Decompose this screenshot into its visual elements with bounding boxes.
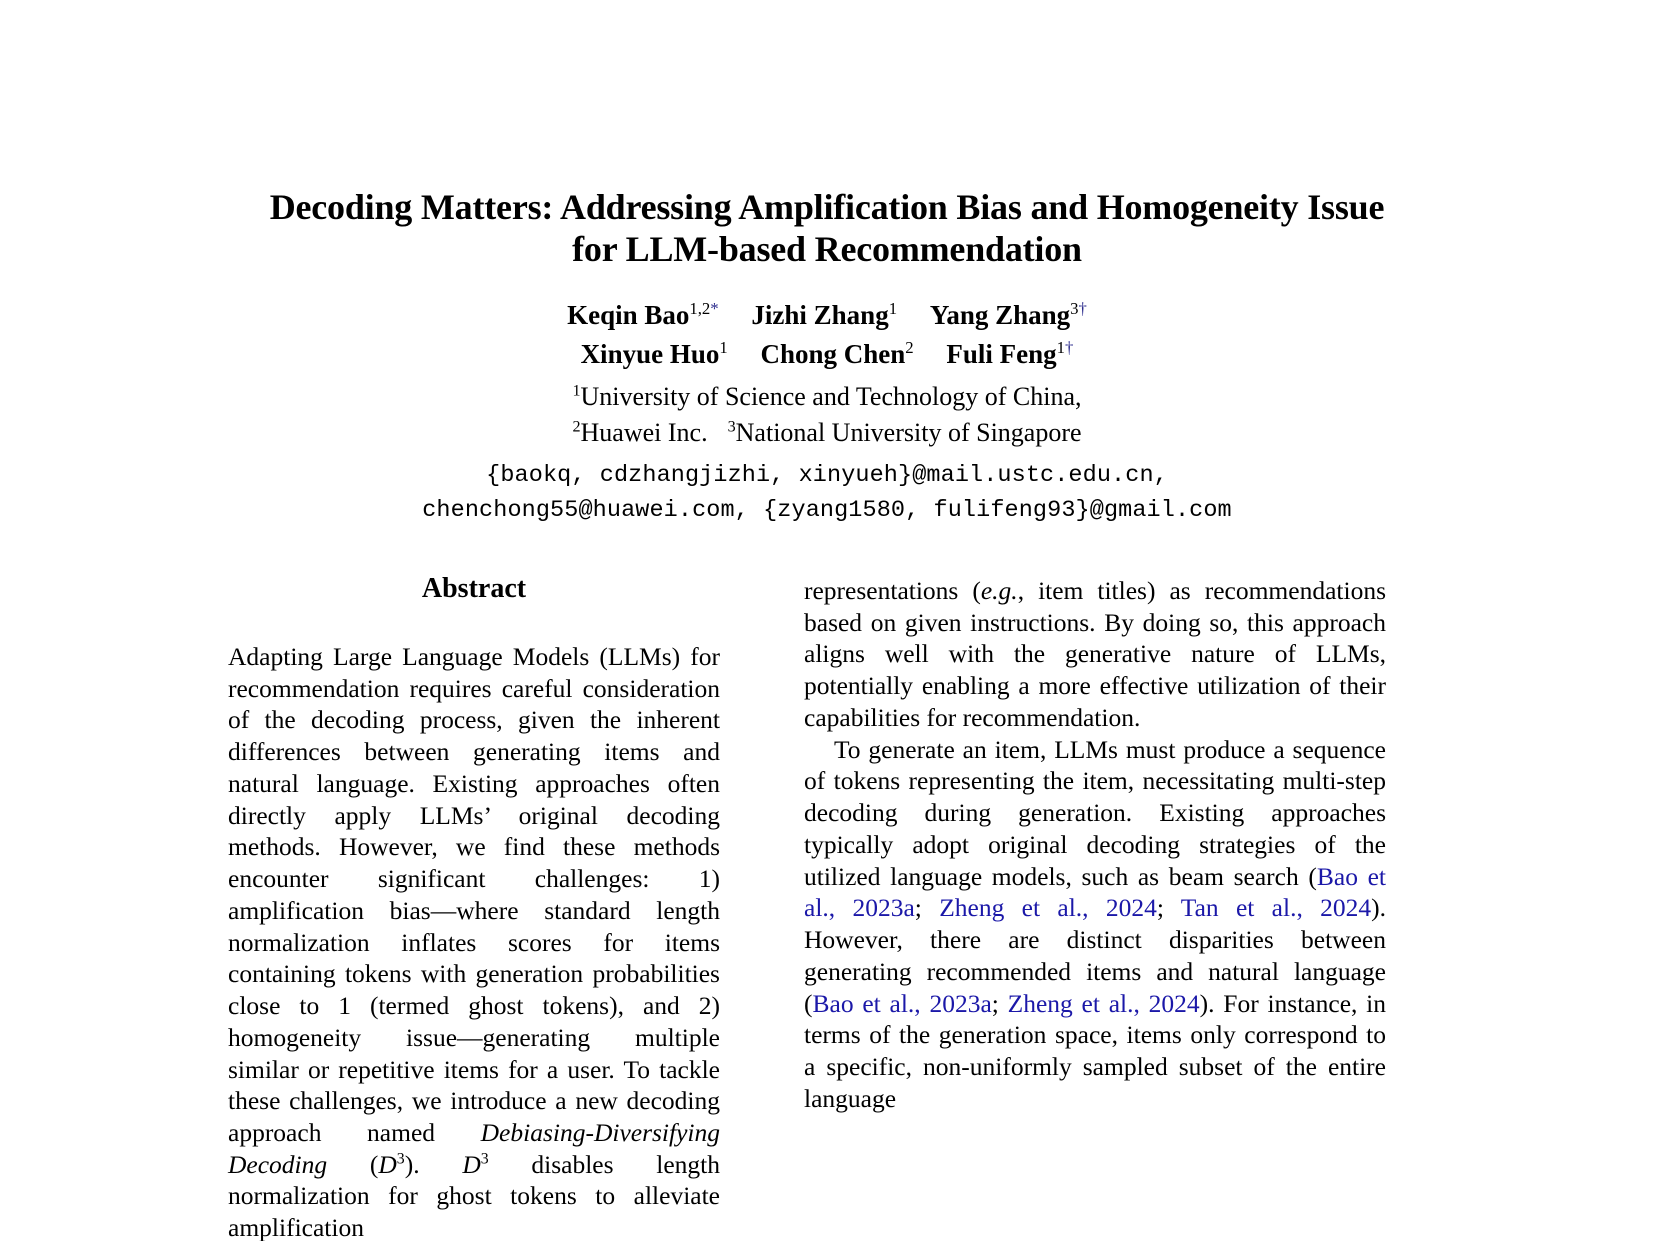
author-name: Yang Zhang xyxy=(929,300,1071,331)
email-line-1: {baokq, cdzhangjizhi, xinyueh}@mail.ustc.edu.cn, xyxy=(486,461,1168,489)
affiliation-1 xyxy=(0,379,1654,415)
citation-bao-2023a-2[interactable]: Bao et al., 2023a xyxy=(812,988,992,1018)
affiliation-text: Huawei Inc. xyxy=(580,417,708,447)
affiliation-index: 3 xyxy=(727,418,736,436)
method-name-italic: Debiasing-Diversifying Decoding xyxy=(228,1118,720,1179)
abstract-heading: Abstract xyxy=(421,575,527,604)
author-name: Jizhi Zhang xyxy=(751,300,889,331)
citation-zheng-2024-2[interactable]: Zheng et al., 2024 xyxy=(1007,988,1200,1018)
author-marker: * xyxy=(710,299,719,319)
title-line-1: Decoding Matters: Addressing Amplification Bias and Homogeneity Issue xyxy=(269,187,1385,227)
author-row-2 xyxy=(0,335,1654,373)
email-line-2: chenchong55@huawei.com, {zyang1580, fulifeng93}@gmail.com xyxy=(422,497,1232,525)
abbrev-close: ). xyxy=(404,1149,463,1179)
affiliation-text: University of Science and Technology of China, xyxy=(580,381,1082,411)
introduction-column xyxy=(804,575,1386,1114)
intro-text-pre-2: To generate an item, LLMs must produce a sequence of tokens representing the item, necessitating multi-step decoding during generation. Existing approaches typically adopt original decoding strategies of the utilized language models, such as beam search ( xyxy=(804,734,1386,891)
intro-text-cont: , item titles) as recommendations based on given instructions. By doing so, this approach aligns well with the generative nature of LLMs, potentially enabling a more effective utilization of their capabilities for recommendation. xyxy=(804,576,1386,732)
intro-text-mid: ). However, there are distinct disparities between generating recommended items and natural language ( xyxy=(804,893,1387,1018)
author-jizhi-zhang xyxy=(751,296,897,334)
citation-zheng-2024[interactable]: Zheng et al., 2024 xyxy=(939,893,1157,923)
author-marker: † xyxy=(1078,299,1087,319)
affiliation-index: 1 xyxy=(572,382,581,400)
author-affil-sup: 3† xyxy=(1070,299,1087,319)
body-columns xyxy=(0,575,1654,1241)
author-affil-sup: 1 xyxy=(888,299,898,319)
author-row-1 xyxy=(0,296,1654,334)
affiliation-index: 2 xyxy=(572,418,581,436)
abstract-text-part3: disables length normalization for ghost tokens to alleviate amplification xyxy=(228,1149,720,1241)
author-list xyxy=(0,296,1654,373)
author-keqin-bao xyxy=(567,296,719,334)
abstract-text-part1: Adapting Large Language Models (LLMs) for recommendation requires careful consideration of the decoding process, given the inherent differences between generating items and natural language. Existing approaches often directly apply LLMs’ original decoding methods. However, we find these methods encounter significant challenges: 1) amplification bias—where standard length normalization inflates scores for items containing tokens with generation probabilities close to 1 (termed ghost tokens), and 2) homogeneity issue—generating multiple similar or repetitive items for a user. To tackle these challenges, we introduce a new decoding approach named xyxy=(228,642,720,1148)
abbrev-open: ( xyxy=(327,1149,379,1179)
affiliation-2-and-3 xyxy=(0,415,1654,451)
author-yang-zhang xyxy=(930,296,1087,334)
title-line-2: for LLM-based Recommendation xyxy=(572,229,1082,270)
intro-text-post: ). For instance, in terms of the generation space, items only correspond to a specific, non-uniformly sampled subset of the entire language xyxy=(804,988,1386,1113)
author-chong-chen xyxy=(760,335,913,373)
citation-separator: ; xyxy=(1156,893,1181,923)
citation-separator: ; xyxy=(991,988,1008,1018)
citation-bao-2023a[interactable]: Bao et al., 2023a xyxy=(804,861,1386,923)
method-abbreviation-2: $D^3$ xyxy=(462,1149,489,1179)
author-name: Xinyue Huo xyxy=(580,338,720,369)
abstract-paragraph xyxy=(228,641,720,1241)
intro-paragraph-1 xyxy=(804,575,1386,734)
affiliation-text: National University of Singapore xyxy=(735,417,1082,447)
title-block xyxy=(0,0,1654,529)
abstract-column xyxy=(228,575,720,1241)
email-list xyxy=(0,458,1654,529)
author-marker: † xyxy=(1065,337,1074,357)
citation-separator: ; xyxy=(914,893,940,923)
author-fuli-feng xyxy=(946,335,1073,373)
intro-paragraph-2 xyxy=(804,734,1386,1115)
method-abbreviation: $D^3$ xyxy=(378,1149,405,1179)
author-affil-sup: 1† xyxy=(1056,337,1074,357)
citation-tan-2024[interactable]: Tan et al., 2024 xyxy=(1180,893,1372,923)
author-name: Chong Chen xyxy=(760,338,906,369)
author-xinyue-huo xyxy=(581,335,728,373)
eg-italic: e.g. xyxy=(980,576,1018,605)
author-affil-sup: 1,2* xyxy=(689,299,719,319)
affiliation-list xyxy=(0,379,1654,451)
page-title xyxy=(212,186,1442,270)
intro-text-pre: representations ( xyxy=(804,576,981,605)
author-name: Fuli Feng xyxy=(946,338,1057,369)
author-affil-sup: 2 xyxy=(905,337,914,357)
author-name: Keqin Bao xyxy=(567,300,690,331)
author-affil-sup: 1 xyxy=(719,337,728,357)
